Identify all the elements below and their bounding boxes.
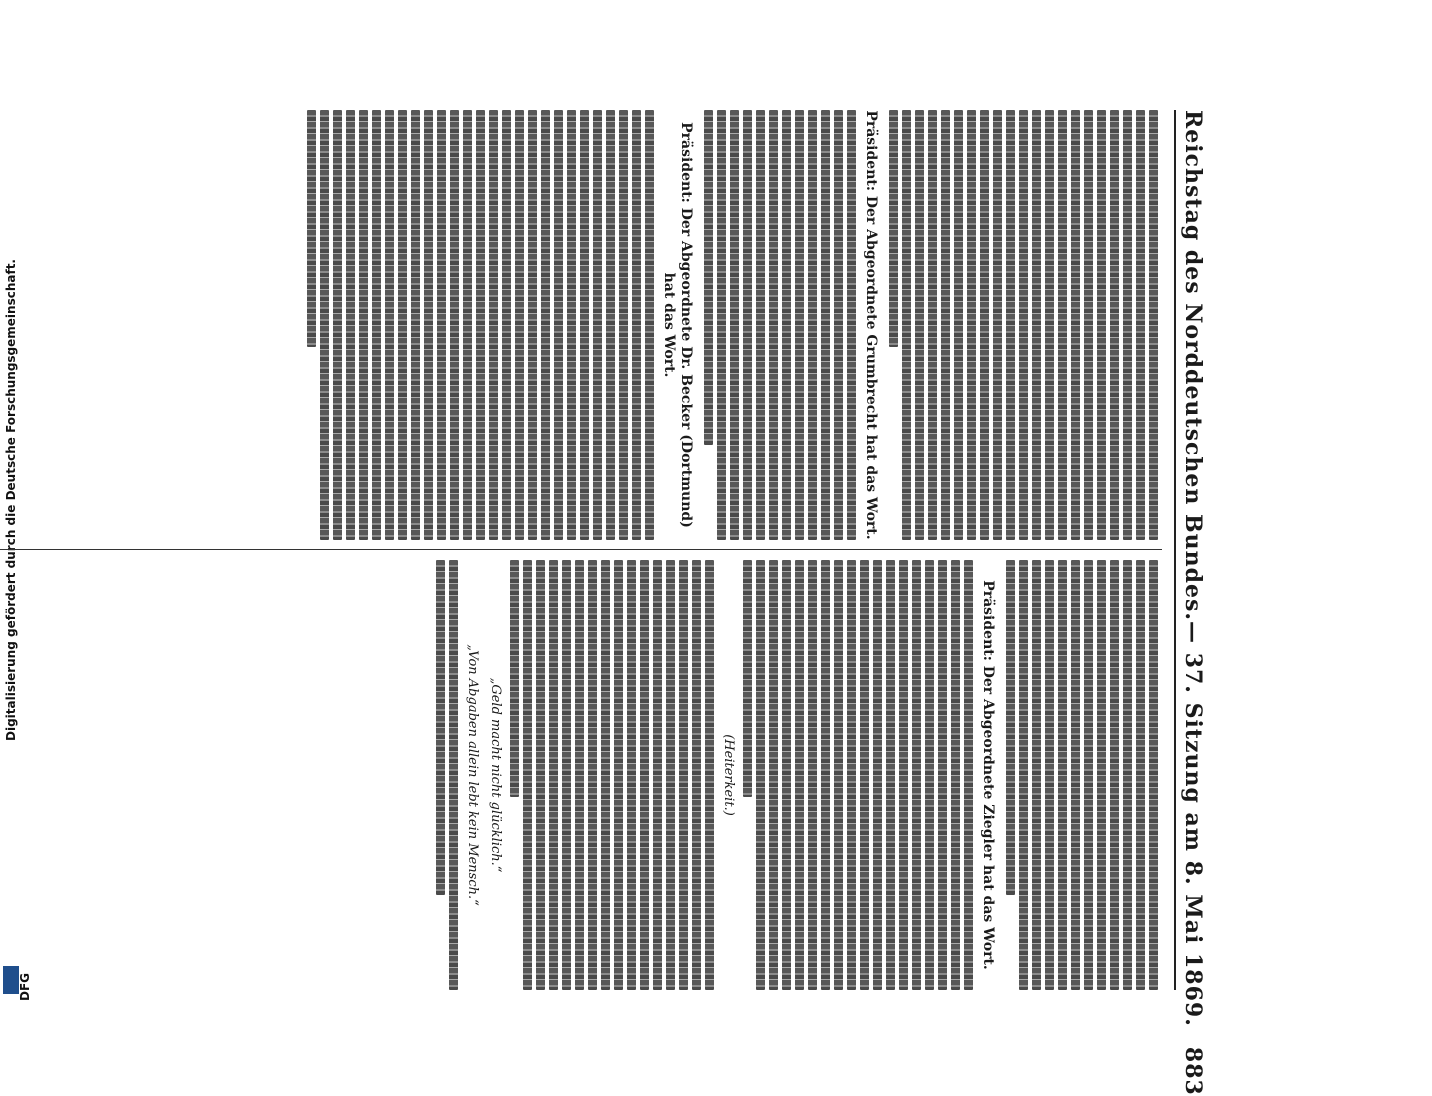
quotation: „Geld macht nicht glücklich.“ xyxy=(488,677,503,873)
page-header xyxy=(1174,110,1210,1096)
quotation: „Von Abgaben allein lebt kein Mensch.“ xyxy=(465,644,480,906)
text-paragraph-placeholder xyxy=(704,110,856,540)
text-paragraph-placeholder xyxy=(889,110,1158,540)
column-divider xyxy=(0,549,1162,550)
speaker-heading: Präsident: Der Abgeordnete Ziegler hat das Wort. xyxy=(980,580,996,970)
left-column xyxy=(0,110,1162,540)
text-paragraph-placeholder xyxy=(436,560,458,990)
header-title: Reichstag des Norddeutschen Bundes. xyxy=(1180,110,1206,622)
header-session: — 37. Sitzung am 8. Mai 1869. xyxy=(1180,621,1206,1027)
text-paragraph-placeholder xyxy=(510,560,714,990)
document-page xyxy=(0,90,1210,1096)
speaker-heading: Präsident: Der Abgeordnete Grumbrecht hat das Wort. xyxy=(863,110,879,540)
interjection: (Heiterkeit.) xyxy=(721,734,736,816)
text-paragraph-placeholder xyxy=(1006,560,1158,990)
dfg-logo: DFG xyxy=(3,966,19,994)
text-paragraph-placeholder xyxy=(307,110,654,540)
right-column xyxy=(0,560,1162,990)
digitization-credit-text: Digitalisierung gefördert durch die Deutsche Forschungsgemeinschaft. xyxy=(4,258,18,742)
text-paragraph-placeholder xyxy=(743,560,973,990)
page-number: 883 xyxy=(1180,1046,1206,1096)
speaker-heading: Präsident: Der Abgeordnete Dr. Becker (Dortmund) hat das Wort. xyxy=(661,122,694,528)
